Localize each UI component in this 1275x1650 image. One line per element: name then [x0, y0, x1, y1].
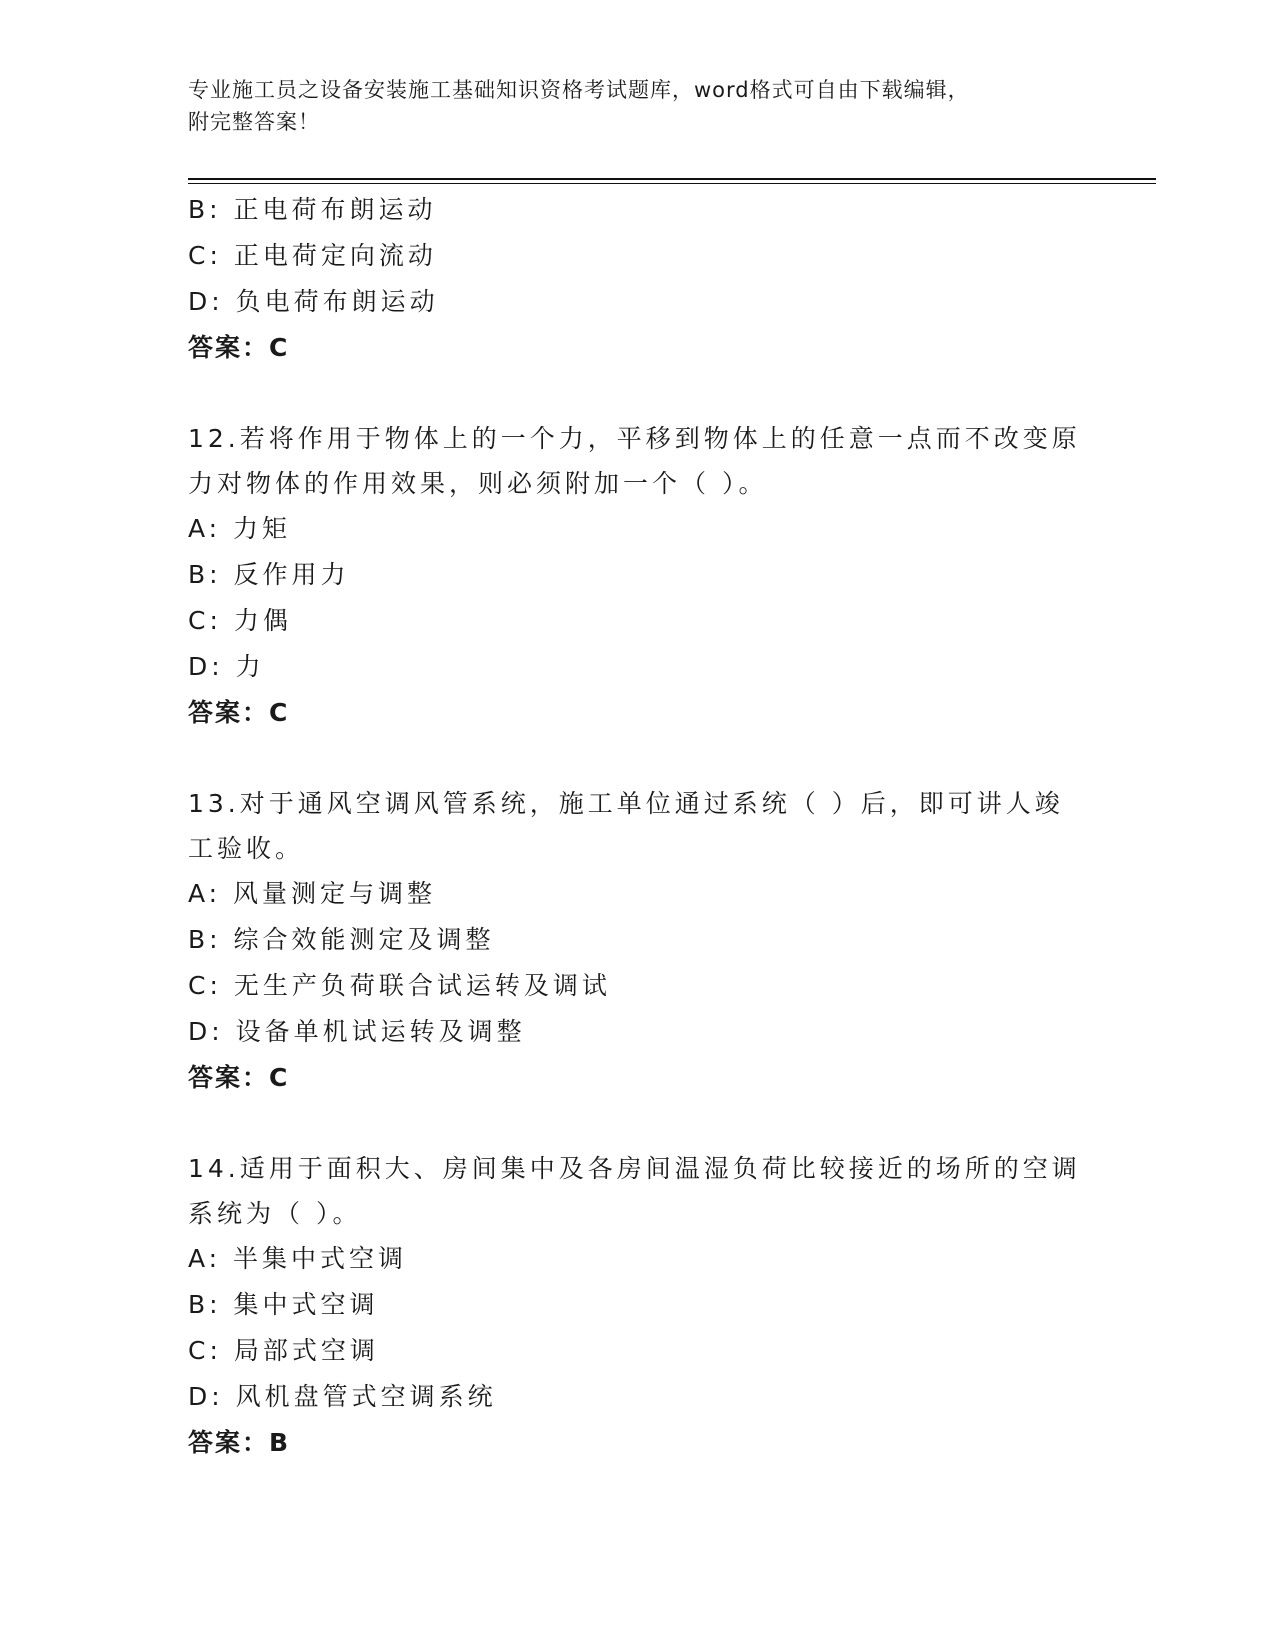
option-c: C: 局部式空调 — [188, 1336, 379, 1365]
option-b: B: 综合效能测定及调整 — [188, 925, 495, 954]
answer-line: 答案：C — [188, 333, 290, 362]
answer-line: 答案：C — [188, 1063, 290, 1092]
question-block-13 — [188, 781, 1088, 1101]
question-text-line-2: 系统为（ ）。 — [188, 1199, 362, 1228]
question-text-line-2: 工验收。 — [188, 834, 305, 863]
question-block-11 — [188, 187, 1088, 371]
option-d: D: 设备单机试运转及调整 — [188, 1017, 526, 1046]
header-rule-thick — [188, 178, 1156, 180]
spacer — [188, 736, 1088, 781]
option-d: D: 力 — [188, 652, 265, 681]
option-d: D: 风机盘管式空调系统 — [188, 1382, 497, 1411]
option-c: C: 力偶 — [188, 606, 292, 635]
spacer — [188, 1101, 1088, 1146]
question-list — [188, 187, 1088, 1466]
question-text-line-1: 12.若将作用于物体上的一个力，平移到物体上的任意一点而不改变原 — [188, 424, 1081, 453]
question-text-line-2: 力对物体的作用效果，则必须附加一个（ ）。 — [188, 469, 768, 498]
question-block-12 — [188, 416, 1088, 736]
option-a: A: 力矩 — [188, 514, 292, 543]
question-block-14 — [188, 1146, 1088, 1466]
question-text-line-1: 13.对于通风空调风管系统，施工单位通过系统（ ）后，即可讲人竣 — [188, 789, 1064, 818]
document-header — [188, 74, 1088, 138]
option-d: D: 负电荷布朗运动 — [188, 287, 439, 316]
spacer — [188, 371, 1088, 416]
option-b: B: 反作用力 — [188, 560, 350, 589]
option-a: A: 半集中式空调 — [188, 1244, 408, 1273]
option-b: B: 正电荷布朗运动 — [188, 195, 437, 224]
option-c: C: 无生产负荷联合试运转及调试 — [188, 971, 611, 1000]
option-a: A: 风量测定与调整 — [188, 879, 437, 908]
header-line-2: 附完整答案！ — [188, 110, 320, 134]
header-line-1: 专业施工员之设备安装施工基础知识资格考试题库，word格式可自由下载编辑， — [188, 78, 970, 102]
question-text-line-1: 14.适用于面积大、房间集中及各房间温湿负荷比较接近的场所的空调 — [188, 1154, 1081, 1183]
answer-line: 答案：B — [188, 1428, 291, 1457]
option-c: C: 正电荷定向流动 — [188, 241, 437, 270]
answer-line: 答案：C — [188, 698, 290, 727]
header-rule-thin — [188, 183, 1156, 184]
option-b: B: 集中式空调 — [188, 1290, 379, 1319]
